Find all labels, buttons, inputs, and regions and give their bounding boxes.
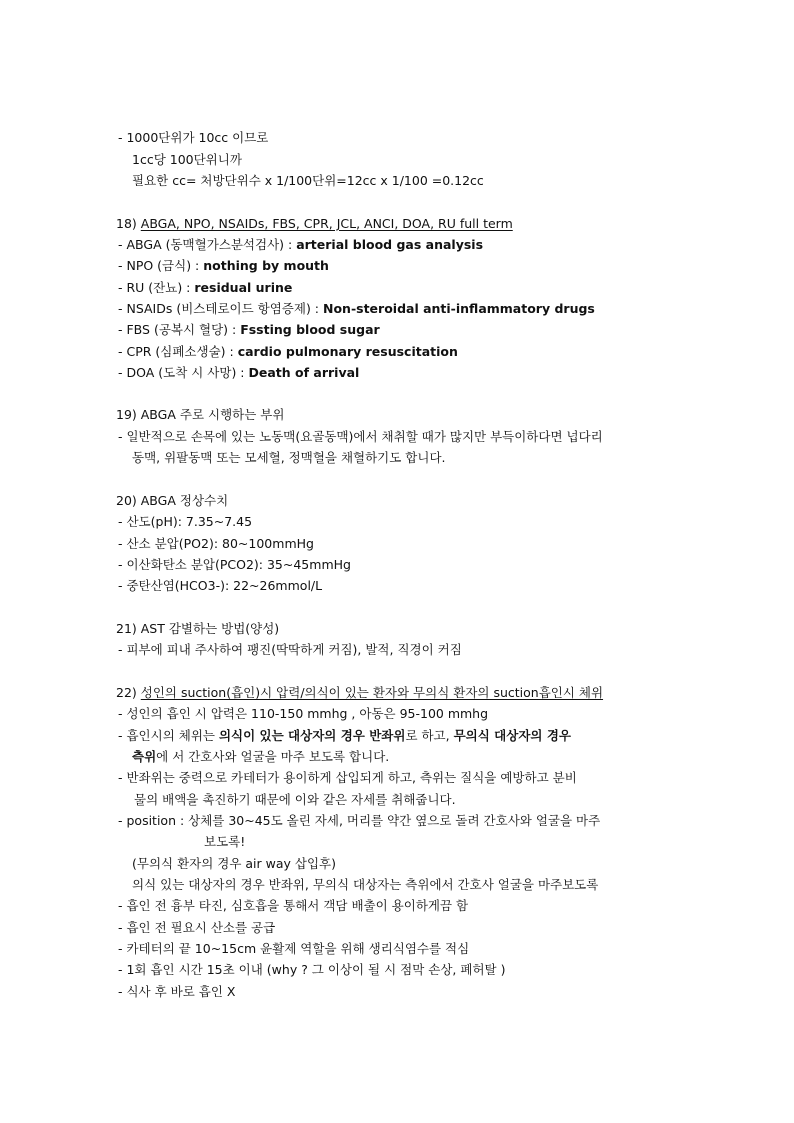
list-item: - 중탄산염(HCO3-): 22~26mmol/L xyxy=(118,578,323,593)
text-line xyxy=(132,749,389,765)
term: - NPO (금식) : xyxy=(118,258,204,273)
full-term: arterial blood gas analysis xyxy=(296,237,484,252)
text-line: 보도록! xyxy=(204,834,246,849)
text-line: 의식 있는 대상자의 경우 반좌위, 무의식 대상자는 측위에서 간호사 얼굴을 마주보도록 xyxy=(132,877,599,892)
text-line: - 식사 후 바로 흡인 X xyxy=(118,984,236,999)
list-item: - 산도(pH): 7.35~7.45 xyxy=(118,514,253,529)
text-line: - position : 상체를 30~45도 올린 자세, 머리를 약간 옆으로 돌려 간호사와 얼굴을 마주 xyxy=(118,813,601,828)
heading-text: ABGA, NPO, NSAIDs, FBS, CPR, JCL, ANCI, DOA, RU full term xyxy=(140,216,513,231)
term: - FBS (공복시 혈당) : xyxy=(118,322,241,337)
text-line: - 1000단위가 10cc 이므로 xyxy=(118,130,269,145)
full-term: Death of arrival xyxy=(248,365,360,380)
text-line: 동맥, 위팔동맥 또는 모세혈, 정맥혈을 채혈하기도 합니다. xyxy=(132,450,446,465)
full-term: Fssting blood sugar xyxy=(240,322,380,337)
text-line xyxy=(118,728,571,744)
term: - DOA (도착 시 사망) : xyxy=(118,365,249,380)
text-line: 1cc당 100단위니까 xyxy=(132,152,242,167)
list-item xyxy=(118,322,380,338)
list-item xyxy=(118,237,483,253)
full-term: nothing by mouth xyxy=(203,258,329,273)
text-line: - 흡인 전 흉부 타진, 심호흡을 통해서 객담 배출이 용이하게끔 함 xyxy=(118,898,469,913)
list-item xyxy=(118,258,329,274)
term: - NSAIDs (비스테로이드 항염증제) : xyxy=(118,301,323,316)
text-line: - 일반적으로 손목에 있는 노동맥(요골동맥)에서 채취할 때가 많지만 부득이하다면 넙다리 xyxy=(118,429,603,444)
emphasis: 측위 xyxy=(132,749,157,764)
text-line: - 성인의 흡인 시 압력은 110-150 mmhg , 아동은 95-100 mmhg xyxy=(118,706,489,721)
text-line: - 반좌위는 중력으로 카테터가 용이하게 삽입되게 하고, 측위는 질식을 예방하고 분비 xyxy=(118,770,577,785)
list-item xyxy=(118,344,458,360)
text-line: - 1회 흡인 시간 15초 이내 (why ? 그 이상이 될 시 점막 손상, 폐허탈 ) xyxy=(118,962,506,977)
emphasis: 무의식 대상자의 경우 xyxy=(453,728,571,743)
text-line: 물의 배액을 촉진하기 때문에 이와 같은 자세를 취해줍니다. xyxy=(134,792,456,807)
full-term: cardio pulmonary resuscitation xyxy=(237,344,458,359)
section-19-heading: 19) ABGA 주로 시행하는 부위 xyxy=(116,407,285,422)
full-term: residual urine xyxy=(194,280,293,295)
term: - CPR (심폐소생술) : xyxy=(118,344,238,359)
list-item xyxy=(118,365,359,381)
list-item xyxy=(118,301,595,317)
text-line: - 카테터의 끝 10~15cm 윤활제 역할을 위해 생리식염수를 적심 xyxy=(118,941,470,956)
text-span: 에 서 간호사와 얼굴을 마주 보도록 합니다. xyxy=(156,749,390,764)
emphasis: 의식이 있는 대상자의 경우 반좌위 xyxy=(218,728,406,743)
section-18-heading xyxy=(116,216,513,232)
heading-number: 18) xyxy=(116,216,141,231)
text-line: 필요한 cc= 처방단위수 x 1/100단위=12cc x 1/100 =0.12cc xyxy=(132,173,484,188)
section-22-heading xyxy=(116,685,603,701)
section-20-heading: 20) ABGA 정상수치 xyxy=(116,493,229,508)
text-span: - 흡인시의 체위는 xyxy=(118,728,219,743)
list-item: - 산소 분압(PO2): 80~100mmHg xyxy=(118,536,314,551)
list-item: - 이산화탄소 분압(PCO2): 35~45mmHg xyxy=(118,557,351,572)
text-line: (무의식 환자의 경우 air way 삽입후) xyxy=(132,856,336,871)
section-21-heading: 21) AST 감별하는 방법(양성) xyxy=(116,621,280,636)
term: - RU (잔뇨) : xyxy=(118,280,195,295)
term: - ABGA (동맥혈가스분석검사) : xyxy=(118,237,297,252)
list-item xyxy=(118,280,292,296)
full-term: Non-steroidal anti-inflammatory drugs xyxy=(323,301,595,316)
text-line: - 흡인 전 필요시 산소를 공급 xyxy=(118,920,276,935)
heading-number: 22) xyxy=(116,685,141,700)
heading-text: 성인의 suction(흡인)시 압력/의식이 있는 환자와 무의식 환자의 suction흡인시 체위 xyxy=(140,685,604,700)
text-span: 로 하고, xyxy=(405,728,454,743)
text-line: - 피부에 피내 주사하여 팽진(딱딱하게 커짐), 발적, 직경이 커짐 xyxy=(118,642,462,657)
